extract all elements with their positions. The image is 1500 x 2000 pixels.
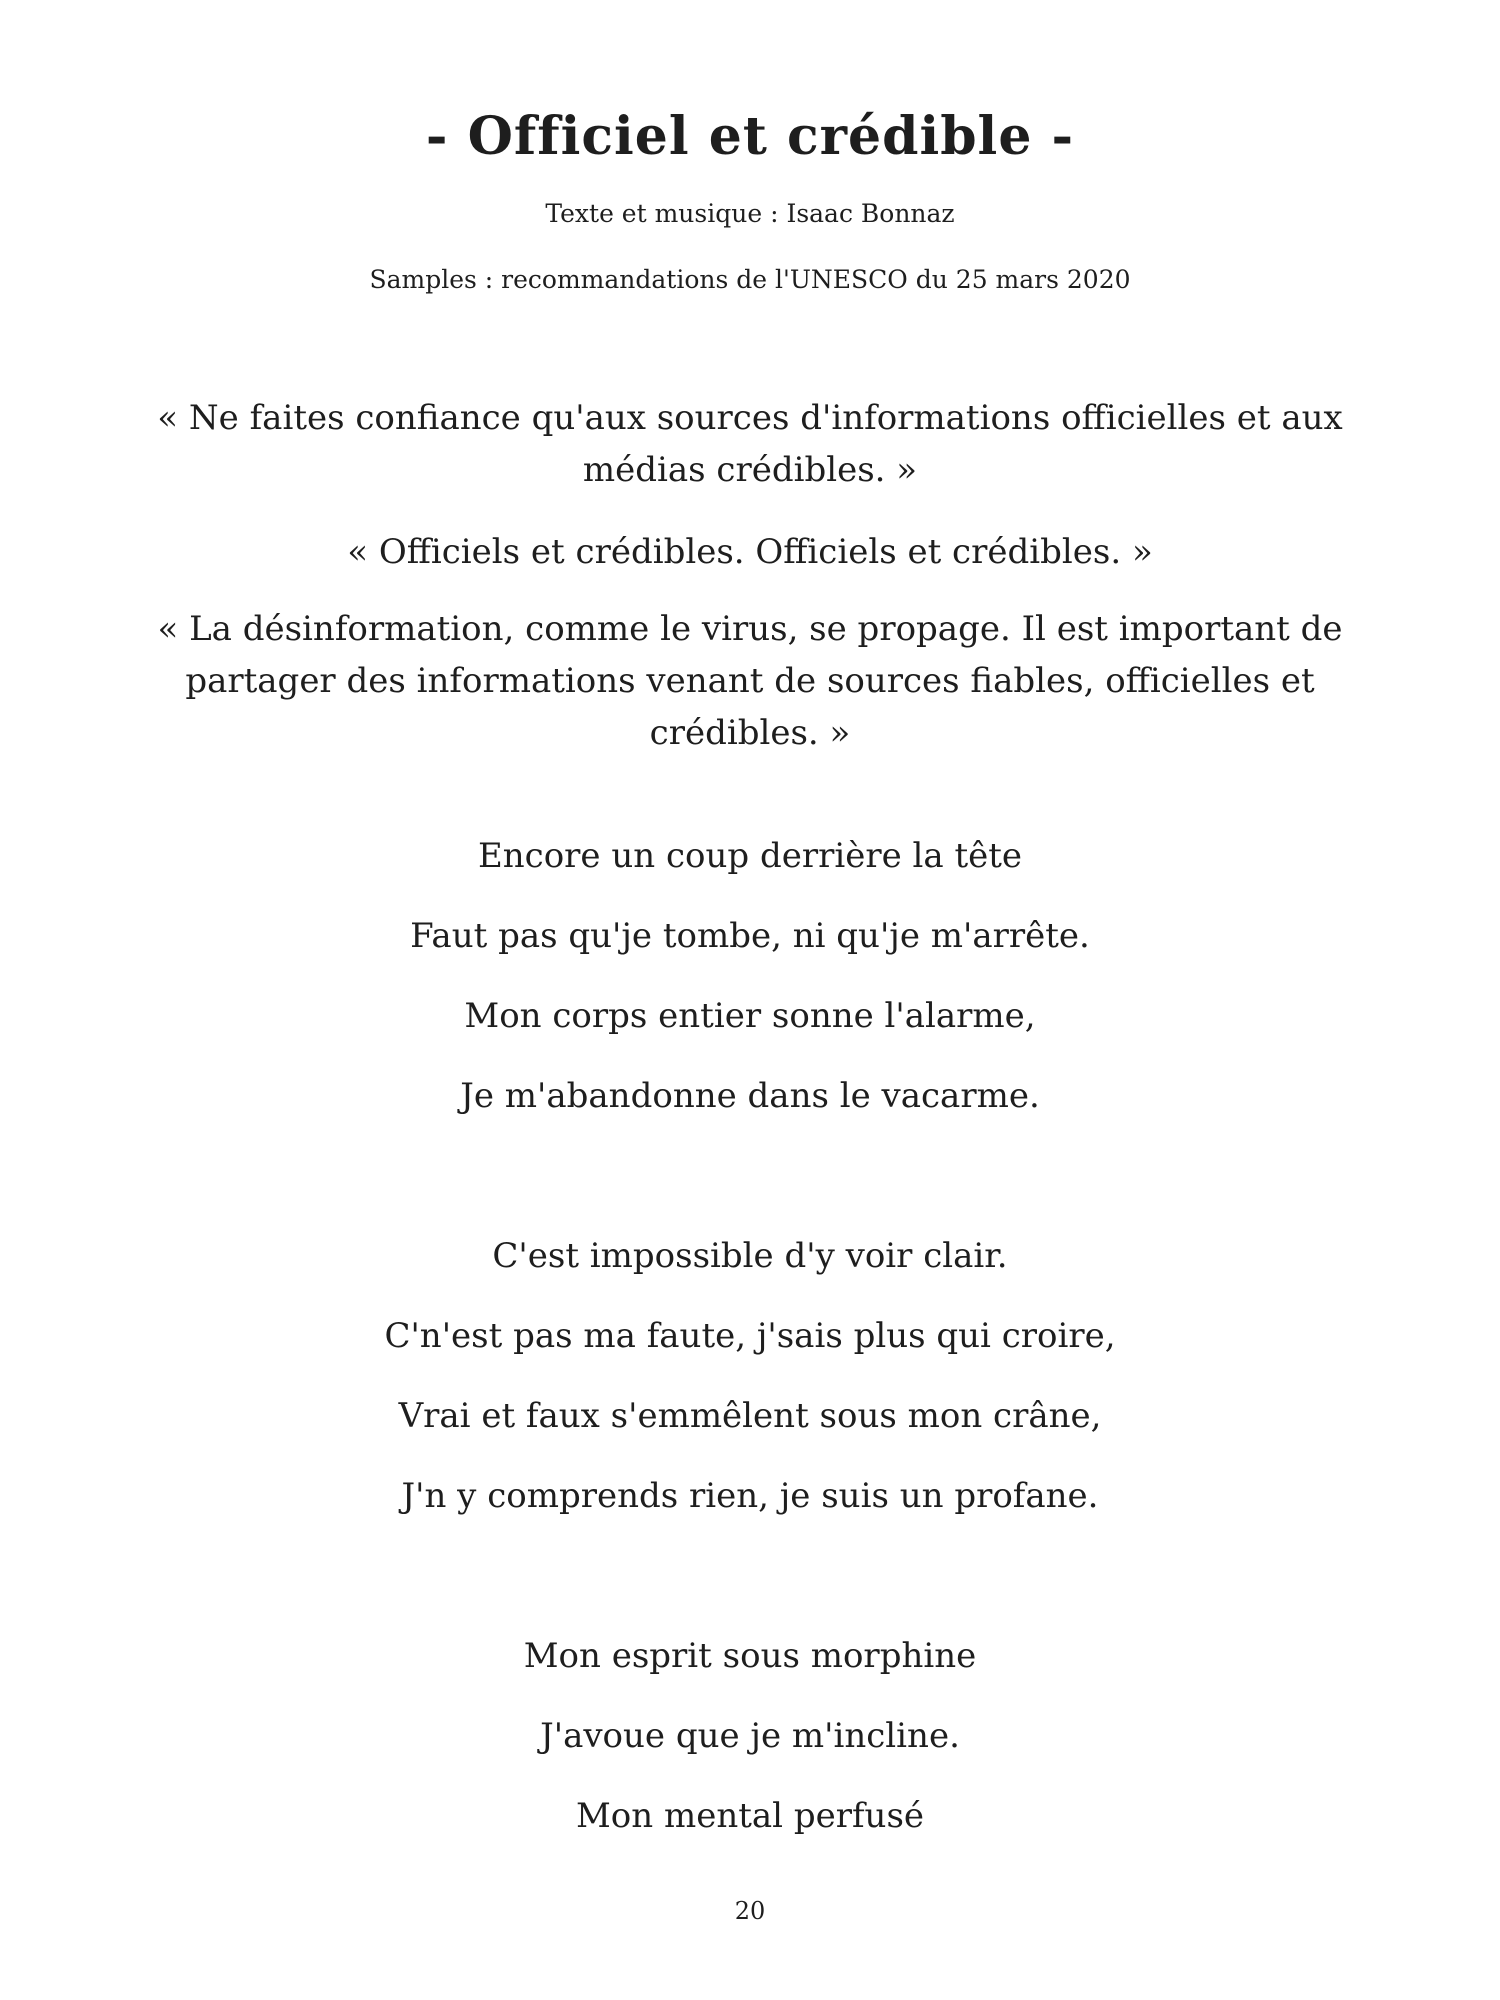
verse-line: Faut pas qu'je tombe, ni qu'je m'arrête.	[410, 916, 1090, 956]
song-title: - Officiel et crédible -	[425, 106, 1075, 167]
author-credit: Texte et musique : Isaac Bonnaz	[545, 199, 955, 228]
verse-line: J'avoue que je m'incline.	[540, 1716, 960, 1756]
verse-line: Encore un coup derrière la tête	[477, 836, 1023, 876]
samples-credit: Samples : recommandations de l'UNESCO du 25 mars 2020	[369, 265, 1131, 294]
verse-line: Vrai et faux s'emmêlent sous mon crâne,	[398, 1396, 1102, 1436]
quote-2: « Officiels et crédibles. Officiels et crédibles. »	[347, 532, 1153, 572]
page-number: 20	[734, 1897, 766, 1925]
verse-line: Je m'abandonne dans le vacarme.	[460, 1076, 1040, 1116]
quote-1: « Ne faites confiance qu'aux sources d'informations officielles et aux médias crédibles. »	[157, 398, 1343, 490]
verse-line: J'n y comprends rien, je suis un profane.	[401, 1476, 1099, 1516]
verse-line: C'n'est pas ma faute, j'sais plus qui croire,	[384, 1316, 1116, 1356]
verse-line: Mon mental perfusé	[575, 1796, 925, 1836]
verse-line: C'est impossible d'y voir clair.	[492, 1236, 1008, 1276]
quote-3: « La désinformation, comme le virus, se propage. Il est important de partager des informations venant de sources fiables, officielles et crédibles. »	[157, 609, 1343, 753]
verse-line: Mon esprit sous morphine	[523, 1636, 977, 1676]
verse-line: Mon corps entier sonne l'alarme,	[464, 996, 1036, 1036]
